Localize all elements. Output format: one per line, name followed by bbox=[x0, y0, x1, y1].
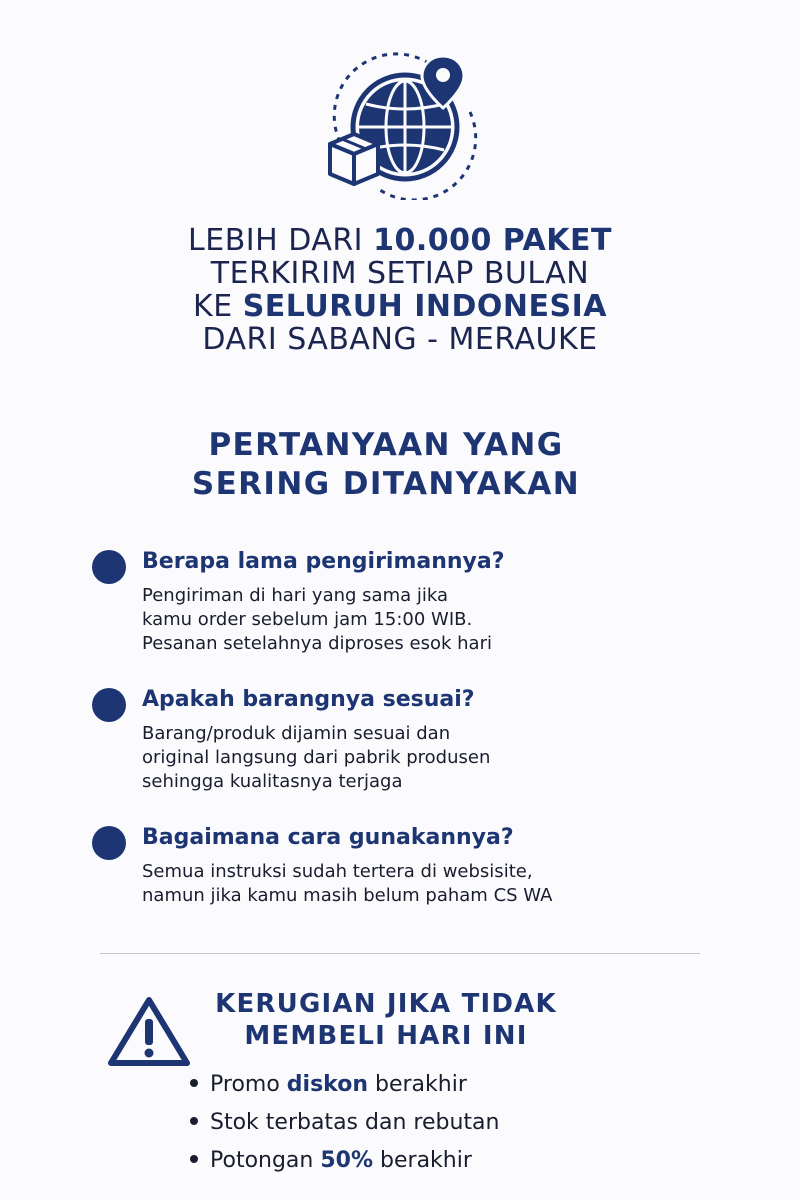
stats-line: DARI SABANG - MERAUKE bbox=[202, 322, 598, 357]
warning-title-line: MEMBELI HARI INI bbox=[244, 1021, 528, 1051]
bullet-dot-icon bbox=[190, 1079, 198, 1087]
faq-title-line: SERING DITANYAKAN bbox=[191, 466, 581, 502]
stats-line: KE SELURUH INDONESIA bbox=[193, 289, 607, 324]
globe-package-location-icon bbox=[320, 52, 485, 200]
faq-list bbox=[92, 546, 772, 936]
warning-item: Potongan 50% berakhir bbox=[190, 1142, 499, 1180]
warning-title-line: KERUGIAN JIKA TIDAK bbox=[215, 989, 557, 1019]
bullet-circle-icon bbox=[92, 826, 126, 860]
faq-question: Apakah barangnya sesuai? bbox=[142, 687, 475, 712]
faq-question: Berapa lama pengirimannya? bbox=[142, 549, 505, 574]
bullet-dot-icon bbox=[190, 1117, 198, 1125]
warning-triangle-icon bbox=[107, 995, 191, 1067]
faq-item bbox=[92, 684, 772, 794]
bullet-circle-icon bbox=[92, 550, 126, 584]
stats-line: TERKIRIM SETIAP BULAN bbox=[210, 256, 590, 291]
faq-title-line: PERTANYAAN YANG bbox=[208, 427, 564, 463]
stats-line: LEBIH DARI 10.000 PAKET bbox=[188, 223, 612, 258]
faq-answer: Barang/produk dijamin sesuai dan original langsung dari pabrik produsen sehingga kualitasnya terjaga bbox=[142, 723, 491, 792]
warning-item: Promo diskon berakhir bbox=[190, 1066, 499, 1104]
warning-title bbox=[186, 988, 586, 1052]
faq-answer: Semua instruksi sudah tertera di websisite, namun jika kamu masih belum paham CS WA bbox=[142, 861, 553, 906]
section-divider bbox=[100, 953, 700, 954]
bullet-dot-icon bbox=[190, 1155, 198, 1163]
faq-question: Bagaimana cara gunakannya? bbox=[142, 825, 514, 850]
faq-item bbox=[92, 822, 772, 908]
warning-item: Stok terbatas dan rebutan bbox=[190, 1104, 499, 1142]
delivery-stats bbox=[0, 224, 800, 356]
faq-answer: Pengiriman di hari yang sama jika kamu order sebelum jam 15:00 WIB. Pesanan setelahnya diproses esok hari bbox=[142, 585, 492, 654]
warning-list bbox=[190, 1066, 499, 1180]
faq-title bbox=[0, 426, 772, 504]
faq-item bbox=[92, 546, 772, 656]
bullet-circle-icon bbox=[92, 688, 126, 722]
